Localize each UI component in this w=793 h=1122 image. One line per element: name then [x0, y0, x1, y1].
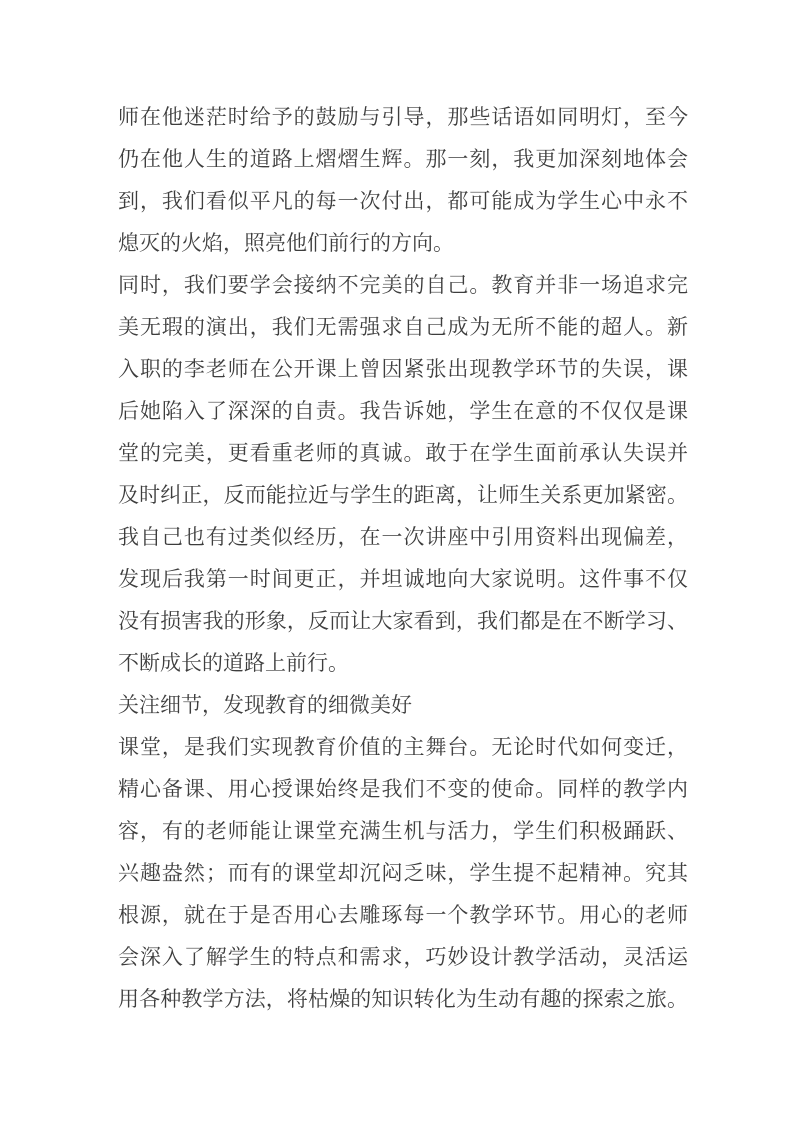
- text-line: 后她陷入了深深的自责。我告诉她，学生在意的不仅仅是课: [118, 399, 688, 423]
- text-line: 我自己也有过类似经历，在一次讲座中引用资料出现偏差，: [118, 525, 688, 549]
- text-line: 会深入了解学生的特点和需求，巧妙设计教学活动，灵活运: [118, 945, 688, 969]
- text-line: 精心备课、用心授课始终是我们不变的使命。同样的教学内: [118, 777, 688, 801]
- text-line: 发现后我第一时间更正，并坦诚地向大家说明。这件事不仅: [118, 567, 688, 591]
- text-line: 没有损害我的形象，反而让大家看到，我们都是在不断学习、: [118, 609, 688, 633]
- text-line: 根源，就在于是否用心去雕琢每一个教学环节。用心的老师: [118, 903, 688, 927]
- section-heading: [118, 684, 688, 726]
- text-line: 熄灭的火焰，照亮他们前行的方向。: [118, 231, 454, 255]
- text-line: 兴趣盎然；而有的课堂却沉闷乏味，学生提不起精神。究其: [118, 861, 688, 885]
- text-line: 师在他迷茫时给予的鼓励与引导，那些话语如同明灯，至今: [118, 105, 688, 129]
- text-line: 到，我们看似平凡的每一次付出，都可能成为学生心中永不: [118, 189, 688, 213]
- text-line: 堂的完美，更看重老师的真诚。敢于在学生面前承认失误并: [118, 441, 688, 465]
- paragraph: [118, 726, 688, 1020]
- text-line: 仍在他人生的道路上熠熠生辉。那一刻，我更加深刻地体会: [118, 147, 688, 171]
- text-line: 课堂，是我们实现教育价值的主舞台。无论时代如何变迁，: [118, 735, 688, 759]
- text-line: 不断成长的道路上前行。: [118, 651, 349, 675]
- text-line: 同时，我们要学会接纳不完美的自己。教育并非一场追求完: [118, 273, 688, 297]
- text-line: 及时纠正，反而能拉近与学生的距离，让师生关系更加紧密。: [118, 483, 688, 507]
- text-line: 入职的李老师在公开课上曾因紧张出现教学环节的失误，课: [118, 357, 688, 381]
- paragraph: [118, 96, 688, 264]
- text-line: 关注细节，发现教育的细微美好: [118, 693, 412, 717]
- text-line: 用各种教学方法，将枯燥的知识转化为生动有趣的探索之旅。: [118, 987, 688, 1011]
- text-line: 美无瑕的演出，我们无需强求自己成为无所不能的超人。新: [118, 315, 688, 339]
- text-block: [118, 96, 688, 1020]
- paragraph: [118, 264, 688, 684]
- text-line: 容，有的老师能让课堂充满生机与活力，学生们积极踊跃、: [118, 819, 688, 843]
